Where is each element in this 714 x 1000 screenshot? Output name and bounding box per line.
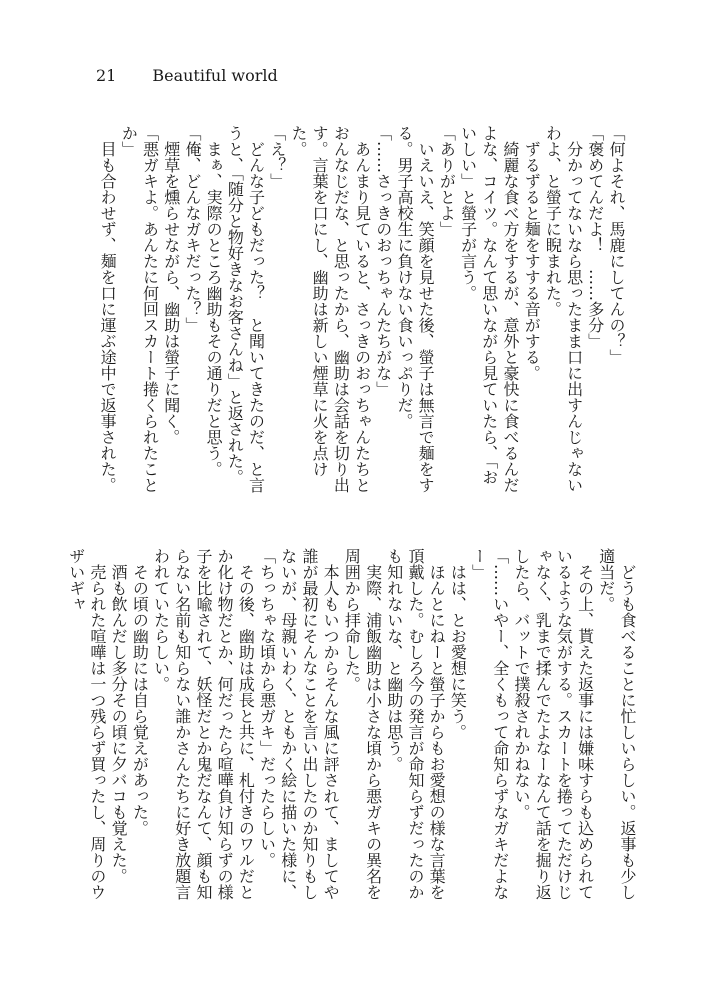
paragraph: 目も合わせず、麺を口に運ぶ途中で返事された。 <box>98 125 118 493</box>
paragraph: 分かってないなら思ったまま口に出すんじゃないわよ、と螢子に睨まれた。 <box>543 125 584 493</box>
page-header <box>96 66 278 85</box>
paragraph: 「俺、どんなガキだった？」 <box>182 125 202 333</box>
paragraph: はは、とお愛想に笑う。 <box>448 548 468 740</box>
paragraph: 煙草を燻らせながら、幽助は螢子に聞く。 <box>161 125 181 445</box>
paragraph: まぁ、実際のところ幽助もその通りだと思う。 <box>204 125 224 477</box>
paragraph: 「……いやー、全くもって命知らずなガキだよなー」 <box>469 548 510 900</box>
lower-text-block <box>66 548 638 913</box>
upper-text-block <box>98 125 627 500</box>
paragraph: 酒も飲んだし多分その頃に夕バコも覚えた。 <box>109 548 129 884</box>
paragraph: 「……さっきのおっちゃんたちがな」 <box>373 125 393 397</box>
paragraph: 綺麗な食べ方をするが、意外と豪快に食べるんだよな、コイツ。なんて思いながら見ていたら、「おいしい」と螢子が言う。 <box>458 125 520 493</box>
book-title: Beautiful world <box>152 66 278 85</box>
paragraph: いえいえ、笑顔を見せた後、螢子は無言で麺をする。男子高校生に負けない食いっぷりだ。 <box>394 125 436 493</box>
paragraph: その頃の幽助には自ら覚えがあった。 <box>130 548 150 836</box>
paragraph: 「ありがとよ」 <box>437 125 457 237</box>
paragraph: 実際、浦飯幽助は小さな頃から悪ガキの異名を周囲から拝命した。 <box>342 548 383 900</box>
paragraph: 「褒めてんだよ！ ……多分」 <box>585 125 605 349</box>
paragraph: あんまり見ていると、さっきのおっちゃんたちとおんなじだな、と思ったから、幽助は会話を切り出す。言葉を口にし、幽助は新しい煙草に火を点けた。 <box>288 125 372 493</box>
paragraph: ほんとにねーと螢子からもお愛想の様な言葉を頂戴した。むしろ今の発言が命知らずだったのかも知れないな、と幽助は思う。 <box>384 548 447 900</box>
paragraph: 「何よそれ、馬鹿にしてんの？」 <box>607 125 626 365</box>
paragraph: その後、幽助は成長と共に、札付きのワルだとか化け物だとか、何だったら喧嘩負け知らずの様子を比喩されて、妖怪だとか鬼だなんて、顔も知らない名前も知らない誰かさんたちに好き放題言われていたらしい。 <box>151 548 256 900</box>
paragraph: ずるずると麺をすする音がする。 <box>522 125 542 381</box>
paragraph: 売られた喧嘩は一つ残らず買ったし、周りのウザいギャ <box>66 548 107 900</box>
paragraph: その上、貰えた返事には嫌味すらも込められているような気がする。スカートを捲ってただけじゃなく、乳まで揉んでたよなーなんて話を掘り返したら、バットで撲殺されかねない。 <box>511 548 595 900</box>
paragraph: 「悪ガキよ。あんたに何回スカート捲くられたことか」 <box>119 125 160 493</box>
paragraph: 本人もいつからそんな風に評されて、ましてや誰が最初にそんなことを言い出したのか知りもしないが、母親いわく、ともかく絵に描いた様に、「ちっちゃな頃から悪ガキ」だったらしい。 <box>257 548 341 900</box>
paragraph: 「え？」 <box>267 125 287 189</box>
paragraph: どんな子どもだった？ と聞いてきたのだ、と言うと、「随分と物好きなお客さんね」と返された。 <box>225 125 266 493</box>
page-number: 21 <box>96 66 117 85</box>
paragraph: どうも食べることに忙しいらしい。返事も少し適当だ。 <box>596 548 637 900</box>
